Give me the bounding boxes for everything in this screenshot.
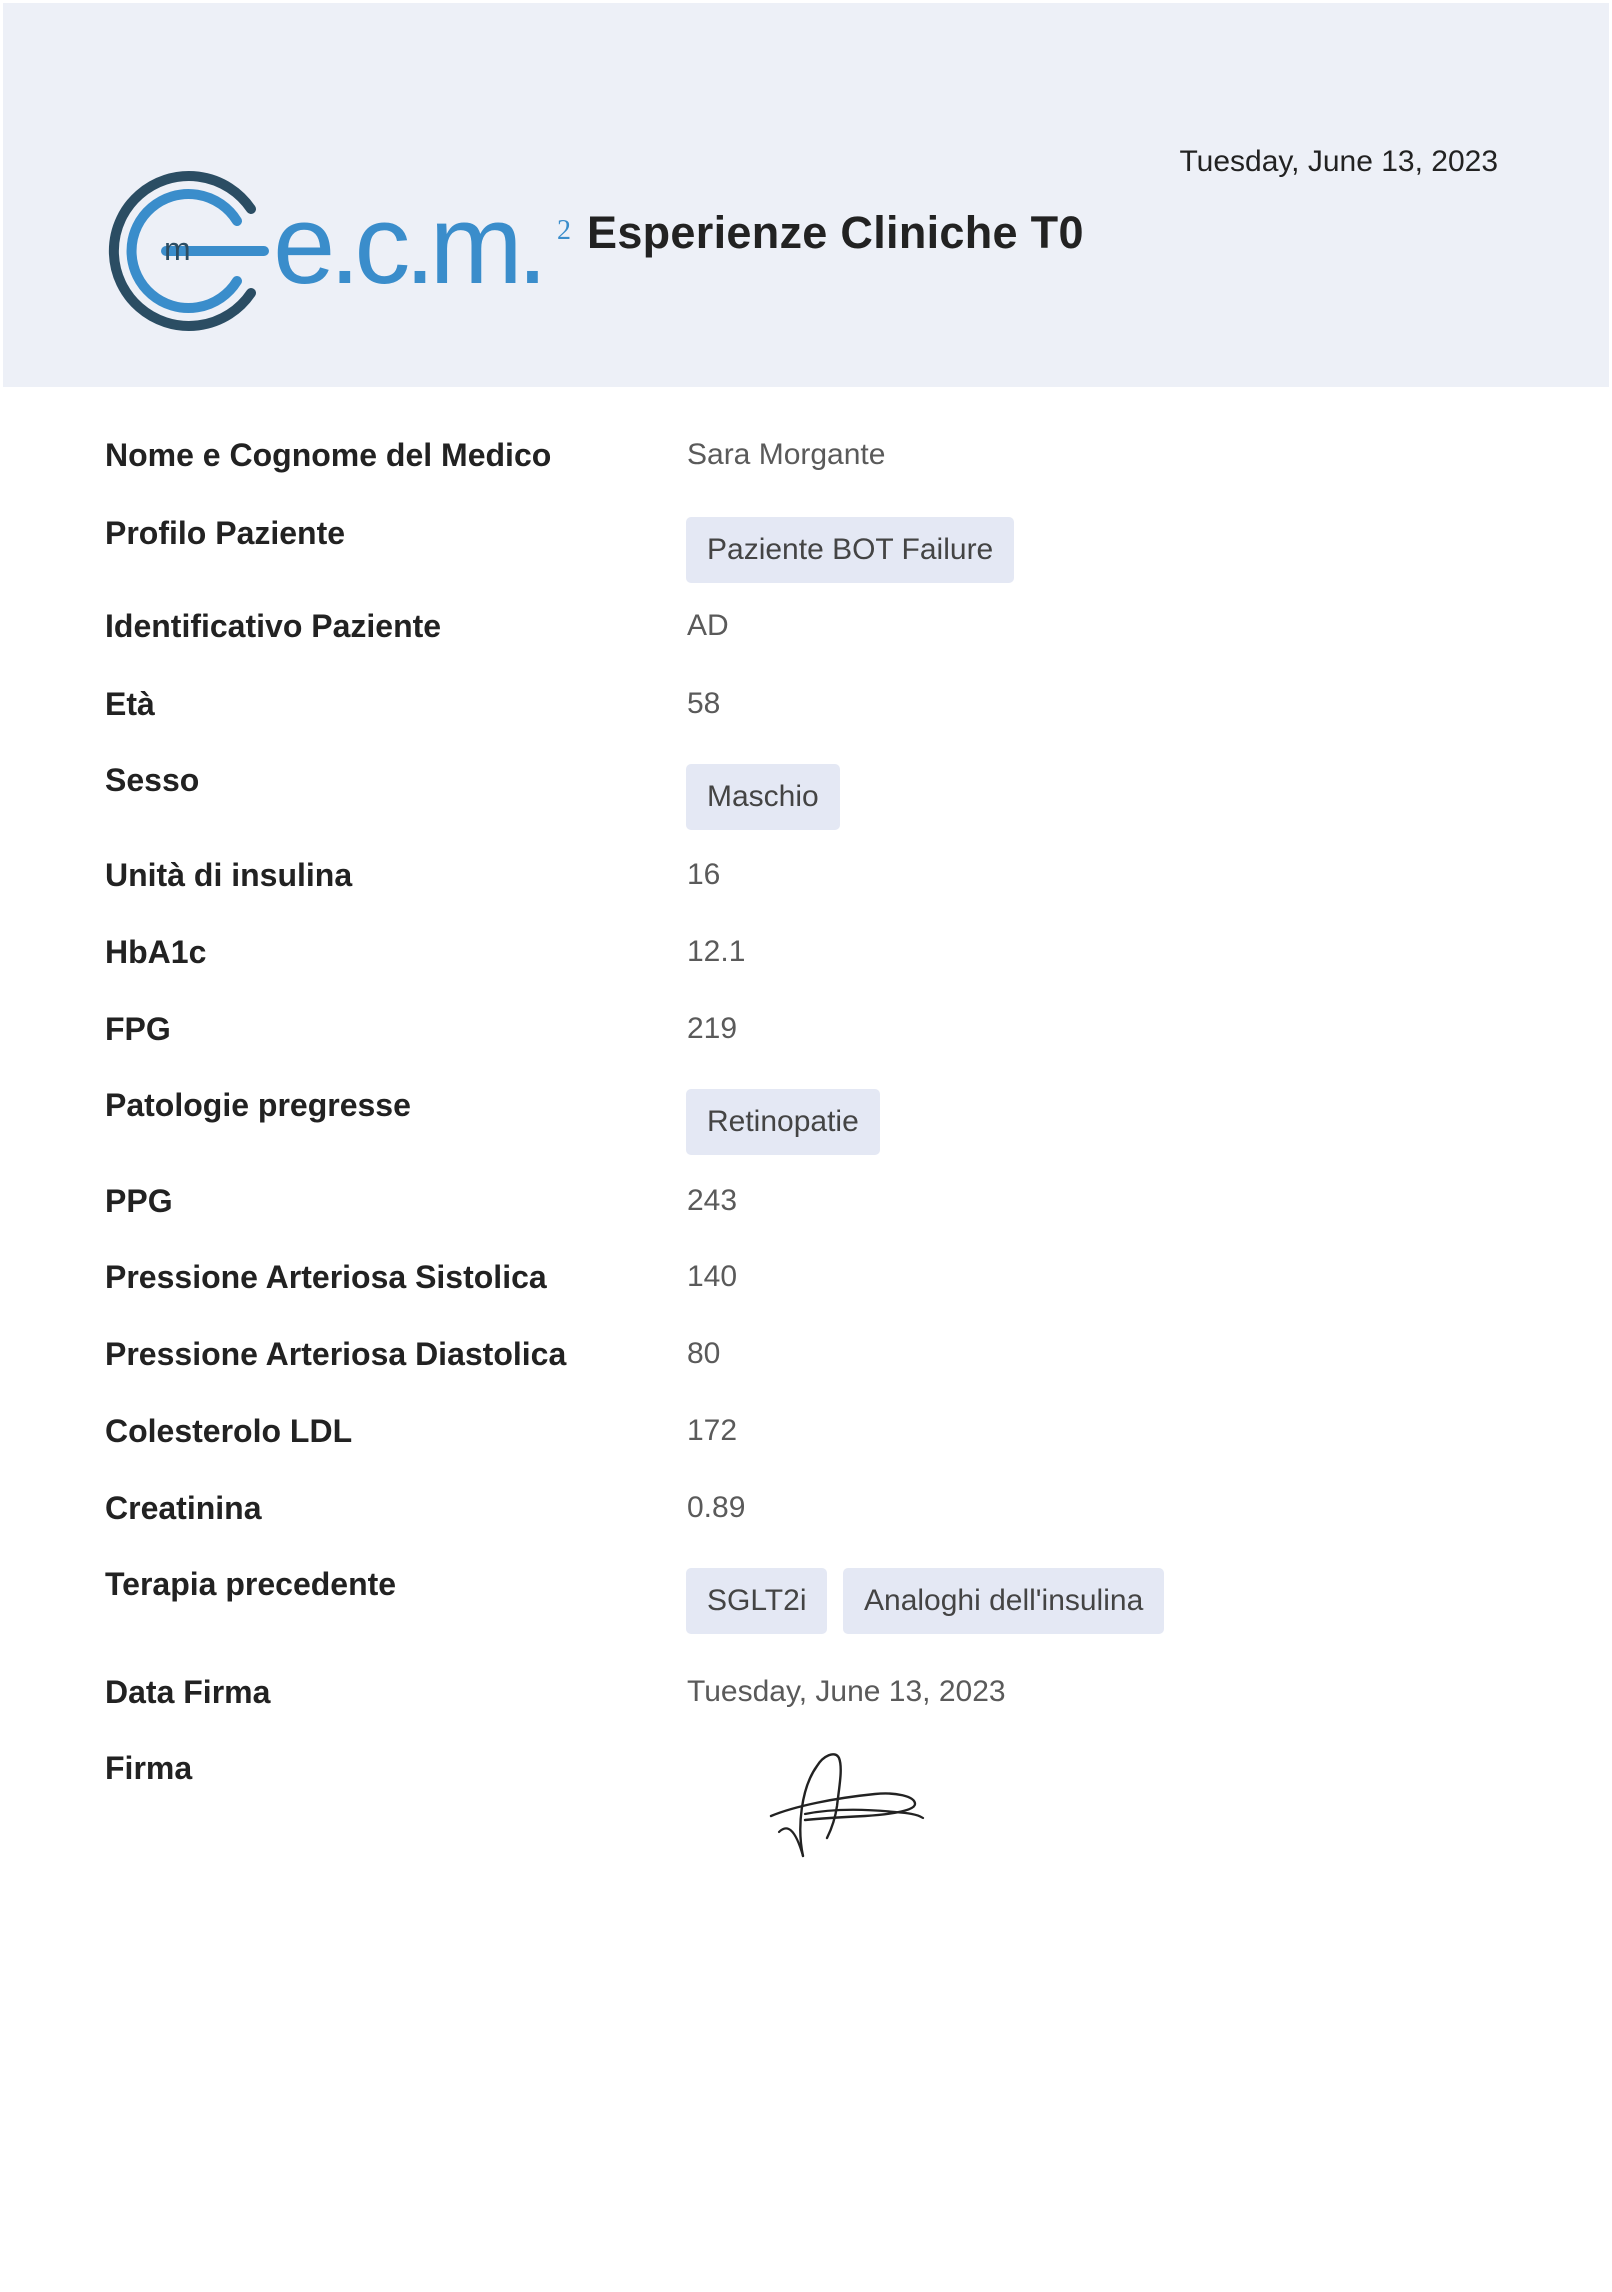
label-ppg: PPG <box>105 1183 173 1219</box>
value-hba1c: 12.1 <box>687 935 746 968</box>
label-firma: Firma <box>105 1750 193 1786</box>
chip-terapia-analoghi: Analoghi dell'insulina <box>843 1568 1164 1634</box>
value-eta: 58 <box>687 687 721 720</box>
value-diastolica: 80 <box>687 1337 721 1370</box>
label-sistolica: Pressione Arteriosa Sistolica <box>105 1259 547 1295</box>
label-medico: Nome e Cognome del Medico <box>105 437 552 473</box>
svg-text:2: 2 <box>557 215 571 246</box>
header-date: Tuesday, June 13, 2023 <box>1179 145 1498 178</box>
page-title: Esperienze Cliniche T0 <box>587 207 1084 258</box>
label-creatinina: Creatinina <box>105 1490 262 1526</box>
chip-profilo: Paziente BOT Failure <box>686 517 1014 583</box>
value-creatinina: 0.89 <box>687 1491 746 1524</box>
chip-terapia-sglt2i: SGLT2i <box>686 1568 827 1634</box>
label-ldl: Colesterolo LDL <box>105 1413 353 1449</box>
value-data-firma: Tuesday, June 13, 2023 <box>687 1675 1006 1708</box>
signature-image <box>765 1748 925 1858</box>
label-hba1c: HbA1c <box>105 934 207 970</box>
value-identificativo: AD <box>687 609 729 642</box>
label-patologie: Patologie pregresse <box>105 1087 411 1123</box>
chip-patologie: Retinopatie <box>686 1089 880 1155</box>
label-identificativo: Identificativo Paziente <box>105 608 442 644</box>
label-fpg: FPG <box>105 1011 171 1047</box>
label-terapia: Terapia precedente <box>105 1566 397 1602</box>
label-diastolica: Pressione Arteriosa Diastolica <box>105 1336 567 1372</box>
value-fpg: 219 <box>687 1012 738 1045</box>
label-sesso: Sesso <box>105 762 200 798</box>
ecm-logo <box>106 166 586 336</box>
value-ppg: 243 <box>687 1184 738 1217</box>
svg-text:m: m <box>164 231 191 267</box>
value-sistolica: 140 <box>687 1260 738 1293</box>
svg-text:e.c.m.: e.c.m. <box>273 182 542 307</box>
label-eta: Età <box>105 686 155 722</box>
value-insulina: 16 <box>687 858 721 891</box>
value-medico: Sara Morgante <box>687 438 886 471</box>
value-ldl: 172 <box>687 1414 738 1447</box>
page-header <box>3 3 1609 387</box>
label-data-firma: Data Firma <box>105 1674 271 1710</box>
label-profilo: Profilo Paziente <box>105 515 346 551</box>
chip-sesso: Maschio <box>686 764 840 830</box>
label-insulina: Unità di insulina <box>105 857 353 893</box>
